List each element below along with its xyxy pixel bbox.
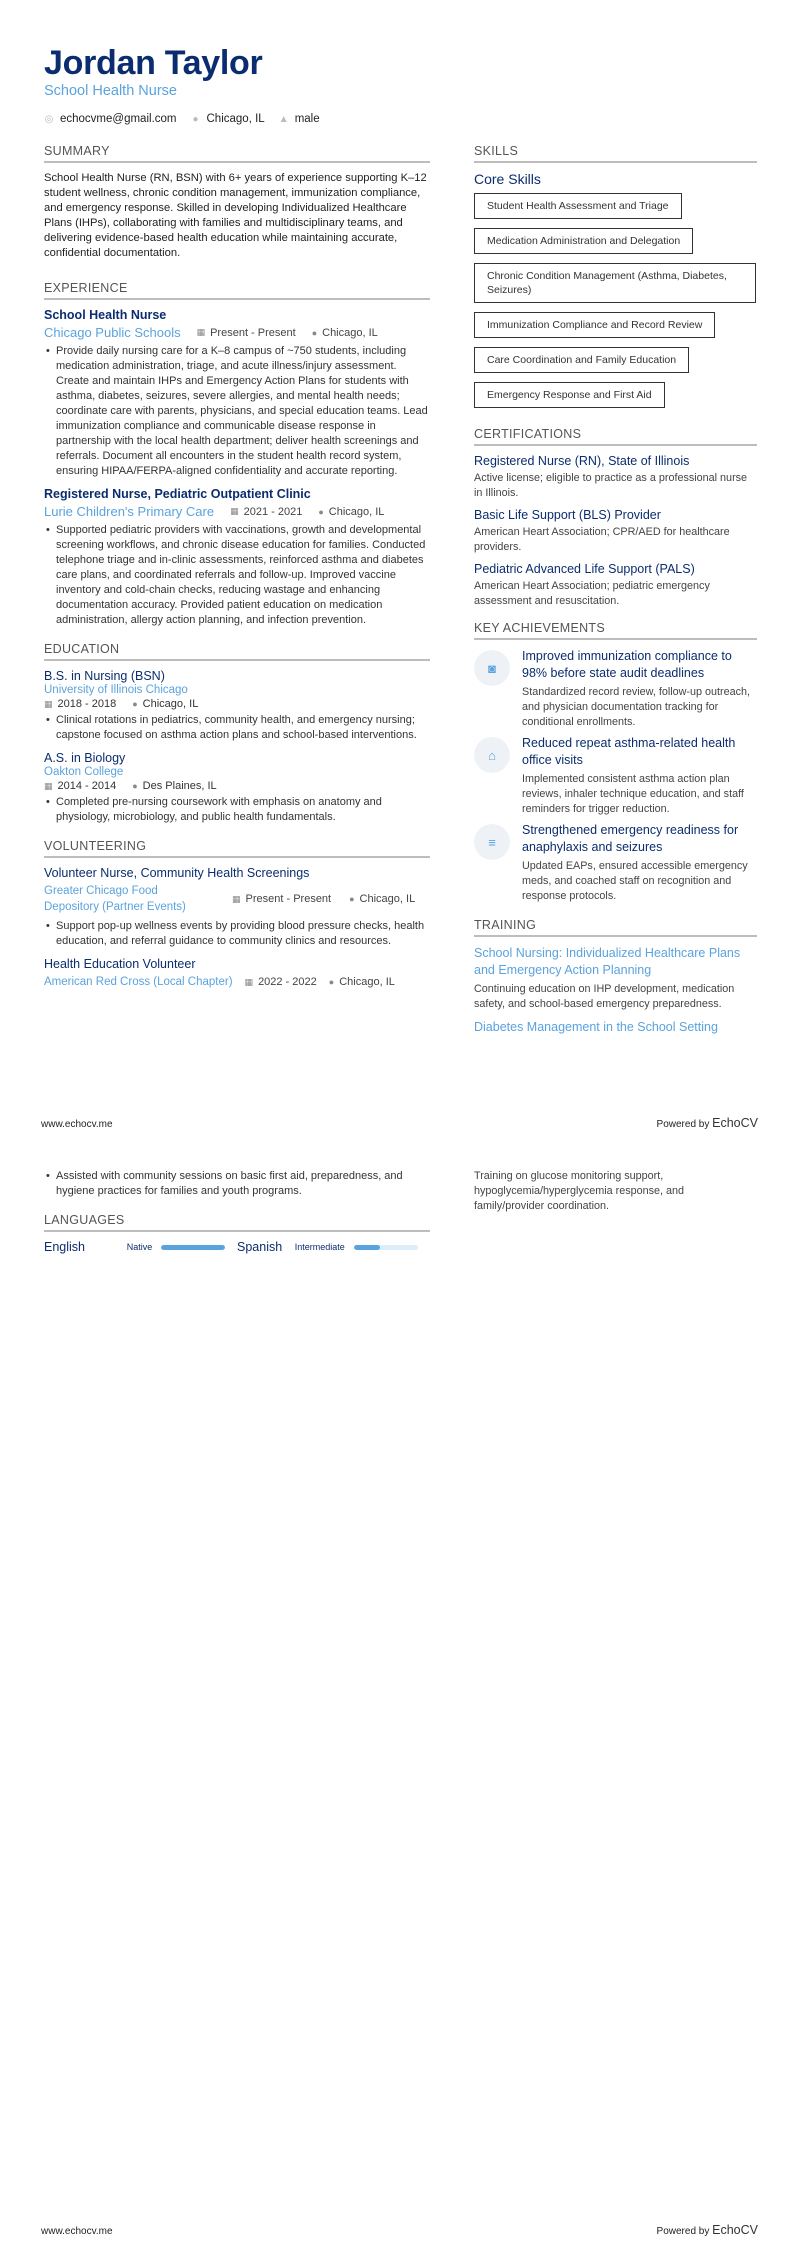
- section-title: CERTIFICATIONS: [474, 427, 757, 446]
- bullet: • Clinical rotations in pediatrics, community health, and emergency nursing; capstone focused on asthma action plans and school-based interventions.: [44, 713, 430, 743]
- summary-section: [44, 144, 430, 261]
- volunteer-location: [329, 976, 395, 988]
- volunteer-dates: [245, 976, 317, 988]
- footer-website-link[interactable]: www.echocv.me: [41, 2226, 113, 2237]
- dates-text: Present - Present: [210, 326, 296, 339]
- training-item: [474, 945, 757, 1012]
- bank-icon: ⌂: [474, 737, 510, 773]
- edu-bullets: [44, 795, 430, 825]
- cert-title: Pediatric Advanced Life Support (PALS): [474, 562, 695, 576]
- cert-desc: American Heart Association; pediatric emergency assessment and resuscitation.: [474, 580, 710, 607]
- achievement-item: [474, 822, 757, 904]
- location-text: Chicago, IL: [339, 976, 395, 988]
- calendar-icon: ▦: [44, 780, 53, 791]
- brand-logo: EchoCV: [712, 2223, 758, 2237]
- training-item: [474, 1019, 757, 1036]
- bullet: • Supported pediatric providers with vaccinations, growth and developmental screening workflows, and chronic disease education for families. Conducted telephone triage and in-clinic assessments, reinforced asthma and diabetes care plans, and coordinated referrals and follow-up. Improved vaccine inventory and cold-chain checks, reducing wastage and enhancing documentation accuracy. Provided patient education on medication administration, allergy action planning, and infection prevention.: [44, 523, 430, 628]
- section-title: VOLUNTEERING: [44, 839, 430, 858]
- calendar-icon: ▦: [230, 506, 239, 516]
- school: Oakton College: [44, 766, 124, 778]
- job-meta-row: [44, 325, 430, 340]
- degree: A.S. in Biology: [44, 751, 126, 765]
- left-column: [44, 144, 430, 998]
- section-title: LANGUAGES: [44, 1213, 430, 1232]
- edu-location: [132, 698, 198, 710]
- left-column-continued: [44, 1169, 430, 1254]
- certifications-section: [474, 427, 757, 609]
- skill-tag: Chronic Condition Management (Asthma, Diabetes, Seizures): [474, 263, 756, 303]
- gender-text: male: [294, 113, 320, 125]
- edu-bullets: [44, 713, 430, 743]
- achievement-title: Strengthened emergency readiness for anaphylaxis and seizures: [522, 823, 739, 854]
- location-text: Chicago, IL: [359, 893, 416, 905]
- map-pin-icon: ●: [192, 113, 199, 125]
- skill-group-title: Core Skills: [474, 171, 541, 187]
- map-pin-icon: ●: [132, 699, 138, 709]
- job-bullets: [44, 523, 430, 628]
- certification-item: [474, 562, 757, 609]
- job-location: [318, 506, 384, 518]
- volunteer-meta-row: [44, 974, 430, 990]
- bullet: • Completed pre-nursing coursework with emphasis on anatomy and physiology, microbiology, and public health fundamentals.: [44, 795, 430, 825]
- achievement-desc: Implemented consistent asthma action plan reviews, inhaler technique education, and staff reminders for trigger reduction.: [522, 773, 744, 815]
- bullet: • Assisted with community sessions on basic first aid, preparedness, and hygiene practices for families and youth programs.: [44, 1169, 430, 1199]
- certification-item: [474, 454, 757, 501]
- contact-email[interactable]: [44, 113, 177, 125]
- language-proficiency-bar: [354, 1245, 418, 1250]
- skill-tag: Medication Administration and Delegation: [474, 228, 693, 254]
- job-dates: [230, 506, 302, 518]
- location-text: Des Plaines, IL: [142, 780, 217, 792]
- contact-location: [191, 113, 265, 125]
- dates-text: Present - Present: [245, 893, 332, 905]
- skills-section: [474, 144, 757, 417]
- menu-lines-icon: ≡: [474, 824, 510, 860]
- degree: B.S. in Nursing (BSN): [44, 669, 165, 683]
- volunteer-bullets: [44, 919, 430, 949]
- resume-header: [44, 44, 320, 125]
- language-proficiency-bar: [161, 1245, 225, 1250]
- cert-title: Basic Life Support (BLS) Provider: [474, 508, 661, 522]
- job-location: [312, 327, 378, 339]
- edu-dates: [44, 698, 116, 710]
- achievement-desc: Standardized record review, follow-up outreach, and physician documentation tracking for conditional enrollments.: [522, 686, 751, 728]
- location-text: Chicago, IL: [142, 698, 199, 710]
- volunteer-item: [44, 957, 430, 990]
- candidate-name: Jordan Taylor: [44, 44, 263, 82]
- training-desc: Training on glucose monitoring support, hypoglycemia/hyperglycemia response, and family/provider coordination.: [474, 1170, 685, 1212]
- education-meta: [44, 698, 430, 710]
- training-desc: Continuing education on IHP development, medication safety, and school-based emergency preparedness.: [474, 983, 735, 1010]
- volunteering-section: [44, 839, 430, 990]
- map-pin-icon: ●: [349, 894, 355, 904]
- volunteer-meta-row: [44, 883, 430, 915]
- language-level: Intermediate: [294, 1242, 345, 1252]
- edu-location: [132, 780, 216, 792]
- org-line-2: Depository (Partner Events): [44, 901, 186, 913]
- map-pin-icon: ●: [328, 977, 335, 987]
- section-title: EDUCATION: [44, 642, 430, 661]
- summary-text: School Health Nurse (RN, BSN) with 6+ years of experience supporting K–12 student wellness, chronic condition management, immunization compliance, and emergency response. Skilled in developing Individualized Healthcare Plans (IHPs), collaborating with families and multidisciplinary teams, and delivering evidence-based health education while maintaining accurate, confidential documentation.: [44, 172, 427, 259]
- job-title: School Health Nurse: [44, 308, 167, 322]
- job-meta-row: [44, 504, 430, 519]
- achievement-title: Reduced repeat asthma-related health office visits: [522, 736, 736, 767]
- location-text: Chicago, IL: [206, 113, 265, 125]
- volunteer-bullets: [44, 1169, 430, 1199]
- cert-desc: American Heart Association; CPR/AED for healthcare providers.: [474, 526, 730, 553]
- section-title: SUMMARY: [44, 144, 430, 163]
- skill-tag: Student Health Assessment and Triage: [474, 193, 682, 219]
- footer-powered-by: [657, 2223, 758, 2237]
- language-level: Native: [126, 1242, 153, 1252]
- volunteer-title: Volunteer Nurse, Community Health Screenings: [44, 866, 310, 880]
- education-item: [44, 669, 430, 743]
- location-text: Chicago, IL: [322, 326, 378, 339]
- dates-text: 2018 - 2018: [57, 698, 117, 710]
- section-title: EXPERIENCE: [44, 281, 430, 300]
- dates-text: 2014 - 2014: [57, 780, 117, 792]
- section-title: TRAINING: [474, 918, 757, 937]
- bullet: • Provide daily nursing care for a K–8 campus of ~750 students, including medication administration, triage, and acute illness/injury assessment. Create and maintain IHPs and Emergency Action Plans for students with asthma, diabetes, seizures, severe allergies, and mental health needs; coordinate care with parents, physicians, and special education teams. Lead immunization compliance and communicable disease response in partnership with the local health department; deliver health screenings and referrals. Document all encounters in the student health record system, ensuring HIPAA/FERPA-aligned confidentiality and accurate reporting.: [44, 344, 430, 479]
- camera-icon: ◙: [474, 650, 510, 686]
- bar-fill: [161, 1245, 225, 1250]
- map-pin-icon: ●: [132, 781, 138, 791]
- powered-by-text: Powered by: [656, 2226, 710, 2237]
- brand-logo: EchoCV: [712, 1116, 758, 1130]
- volunteer-title: Health Education Volunteer: [44, 957, 196, 971]
- map-pin-icon: ●: [311, 327, 318, 338]
- edu-dates: [44, 780, 116, 792]
- volunteer-location: [349, 893, 415, 905]
- bullet: • Support pop-up wellness events by providing blood pressure checks, health education, and referral guidance to community clinics and resources.: [44, 919, 430, 949]
- language-name: Spanish: [237, 1240, 283, 1254]
- right-column: [474, 144, 757, 1039]
- candidate-role: School Health Nurse: [44, 83, 177, 99]
- at-icon: ◎: [44, 113, 54, 125]
- job-bullets: [44, 344, 430, 479]
- powered-by-text: Powered by: [656, 1119, 710, 1130]
- org-line-1: Greater Chicago Food: [44, 885, 158, 897]
- skill-tag: Immunization Compliance and Record Review: [474, 312, 715, 338]
- map-pin-icon: ●: [318, 506, 324, 517]
- language-list: [44, 1240, 430, 1254]
- employer: Chicago Public Schools: [44, 325, 181, 340]
- volunteer-item: [44, 866, 430, 949]
- training-title: Diabetes Management in the School Setting: [474, 1020, 718, 1034]
- volunteer-org: American Red Cross (Local Chapter): [44, 976, 233, 988]
- school: University of Illinois Chicago: [44, 684, 188, 696]
- calendar-icon: ▦: [196, 327, 206, 337]
- bar-fill: [354, 1245, 379, 1250]
- experience-item: [44, 487, 430, 628]
- education-item: [44, 751, 430, 825]
- contact-row: [44, 113, 320, 125]
- education-meta: [44, 780, 430, 792]
- person-icon: ▲: [278, 113, 289, 125]
- section-title: KEY ACHIEVEMENTS: [474, 621, 757, 640]
- email-text: echocvme@gmail.com: [60, 113, 177, 125]
- certification-item: [474, 508, 757, 555]
- volunteer-dates: [232, 893, 331, 905]
- languages-section: [44, 1213, 430, 1254]
- calendar-icon: ▦: [232, 893, 241, 904]
- achievement-desc: Updated EAPs, ensured accessible emergency meds, and coached staff on recognition and response protocols.: [522, 860, 748, 902]
- experience-item: [44, 308, 430, 479]
- achievements-section: [474, 621, 757, 904]
- achievement-item: [474, 648, 757, 730]
- achievement-item: [474, 735, 757, 817]
- skill-tag: Care Coordination and Family Education: [474, 347, 689, 373]
- calendar-icon: ▦: [44, 698, 53, 709]
- volunteer-org: [44, 883, 214, 915]
- contact-gender: [279, 113, 320, 125]
- cert-title: Registered Nurse (RN), State of Illinois: [474, 454, 690, 468]
- job-title: Registered Nurse, Pediatric Outpatient Clinic: [44, 487, 311, 501]
- cert-desc: Active license; eligible to practice as a professional nurse in Illinois.: [474, 472, 748, 499]
- resume-page-2: [0, 1123, 794, 2246]
- language-name: English: [44, 1240, 85, 1254]
- skill-list: [474, 193, 757, 417]
- education-section: [44, 642, 430, 825]
- location-text: Chicago, IL: [328, 505, 385, 518]
- right-column-continued: [474, 1169, 757, 1221]
- footer-website-link[interactable]: www.echocv.me: [41, 1119, 113, 1130]
- job-dates: [197, 327, 296, 339]
- employer: Lurie Children's Primary Care: [44, 504, 215, 519]
- calendar-icon: ▦: [244, 976, 254, 987]
- training-title: School Nursing: Individualized Healthcare Plans and Emergency Action Planning: [474, 946, 741, 977]
- achievement-title: Improved immunization compliance to 98% before state audit deadlines: [522, 649, 732, 680]
- page-footer: [41, 2223, 758, 2237]
- dates-text: 2021 - 2021: [243, 505, 303, 518]
- training-section: [474, 918, 757, 1036]
- section-title: SKILLS: [474, 144, 757, 163]
- experience-section: [44, 281, 430, 628]
- skill-tag: Emergency Response and First Aid: [474, 382, 665, 408]
- dates-text: 2022 - 2022: [258, 976, 317, 988]
